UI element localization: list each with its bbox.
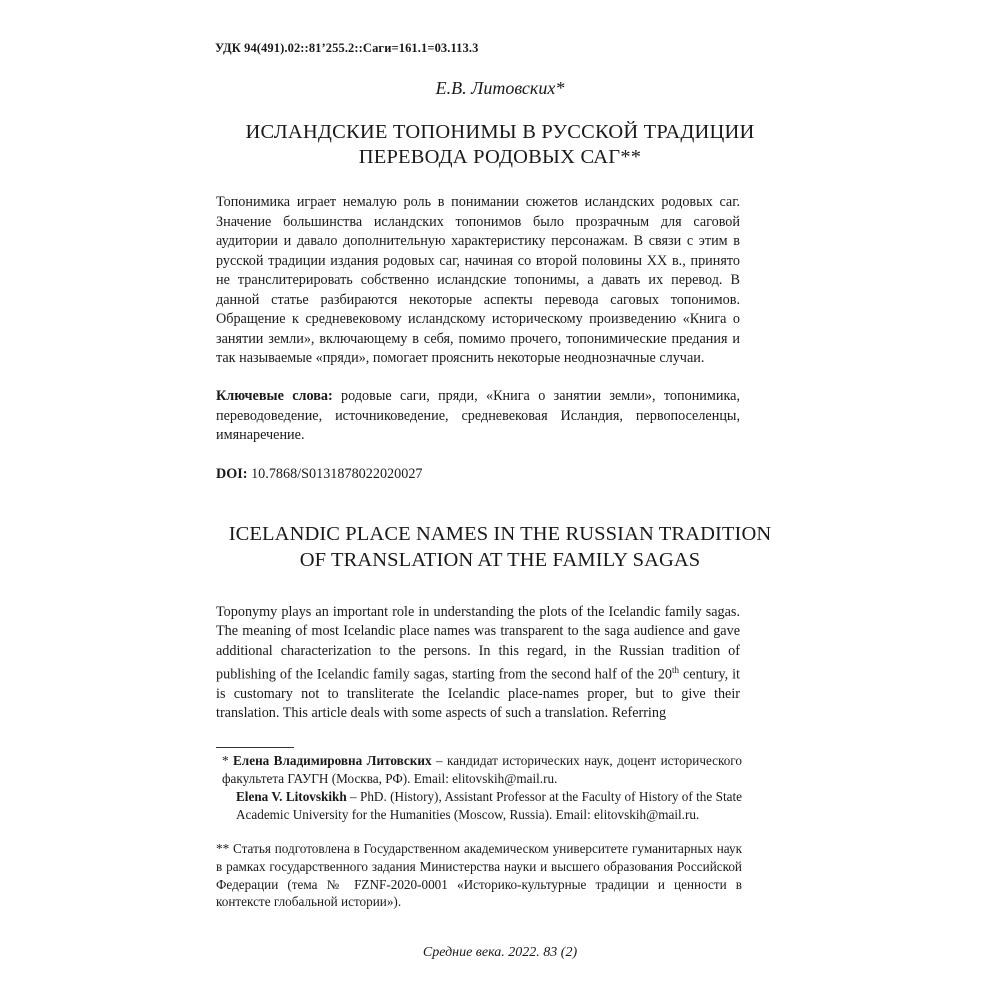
title-russian-line-1: ИСЛАНДСКИЕ ТОПОНИМЫ В РУССКОЙ ТРАДИЦИИ	[245, 121, 755, 143]
keywords-label: Ключевые слова:	[216, 388, 333, 404]
title-english	[160, 521, 840, 573]
author-name: Е.В. Литовских*	[435, 78, 565, 98]
footnote-author-ru-text: – кандидат исторических наук, доцент исторического факультета ГАУГН (Москва, РФ). Email: elitovskih@mail.ru.	[222, 753, 742, 786]
abstract-english-part-1: Toponymy plays an important role in understanding the plots of the Icelandic family sagas. The meaning of most Icelandic place names was transparent to the saga audience and gave additional characterization to the persons. In this regard, in the Russian tradition of publishing of the Icelandic family sagas, starting from the second half of the 20	[216, 604, 740, 683]
footnote-author-en-name: Elena V. Litovskikh	[236, 789, 347, 804]
footnote-author-en-text: – PhD. (History), Assistant Professor at the Faculty of History of the State Academic University for the Humanities (Moscow, Russia). Email: elitovskih@mail.ru.	[236, 789, 742, 822]
doi	[216, 466, 423, 483]
title-english-line-1: ICELANDIC PLACE NAMES IN THE RUSSIAN TRADITION	[228, 523, 772, 545]
footnote-author-ru-name: Елена Владимировна Литовских	[233, 753, 432, 768]
title-russian	[200, 120, 800, 170]
abstract-english-part-2: century, it is customary not to transliterate the Icelandic place-names proper, but to give their translation. This article deals with some aspects of such a translation. Referring	[216, 666, 740, 722]
journal-footer: Средние века. 2022. 83 (2)	[422, 945, 578, 960]
title-english-line-2: OF TRANSLATION AT THE FAMILY SAGAS	[299, 549, 701, 571]
title-russian-line-2: ПЕРЕВОДА РОДОВЫХ САГ**	[358, 146, 642, 168]
doi-text: 10.7868/S0131878022020027	[247, 466, 423, 482]
footnote-author-en	[236, 788, 742, 824]
keywords	[216, 387, 740, 446]
keywords-text: родовые саги, пряди, «Книга о занятии земли», топонимика, переводоведение, источниковедение, средневековая Исландия, первопоселенцы, имянаречение.	[216, 388, 740, 443]
abstract-english	[216, 603, 740, 724]
udk-code: УДК 94(491).02::81’255.2::Саги=161.1=03.113.3	[215, 41, 479, 55]
doi-label: DOI:	[216, 466, 248, 482]
footnote-rule	[216, 747, 294, 748]
footnote-author-ru	[222, 752, 742, 788]
footnote-mark: *	[222, 753, 234, 768]
abstract-english-sup: th	[672, 664, 680, 675]
abstract-russian: Топонимика играет немалую роль в понимании сюжетов исландских родовых саг. Значение большинства исландских топонимов было прозрачным для саговой аудитории и давало дополнительную характеристику персонажам. В связи с этим в русской традиции издания родовых саг, начиная со второй половины XX в., принято не транслитерировать собственно исландские топонимы, а давать их перевод. В данной статье разбираются некоторые аспекты перевода саговых топонимов. Обращение к средневековому исландскому историческому произведению «Книга о занятии земли», включающему в себя, помимо прочего, топонимические предания и так называемые «пряди», помогает прояснить некоторые неоднозначные случаи.	[216, 194, 740, 366]
footnote-funding: ** Статья подготовлена в Государственном академическом университете гуманитарных наук в рамках государственного задания Министерства науки и высшего образования Российской Федерации (тема № FZNF-2020-0001 «Историко-культурные традиции и ценности в контексте глобальной истории»).	[216, 841, 742, 910]
